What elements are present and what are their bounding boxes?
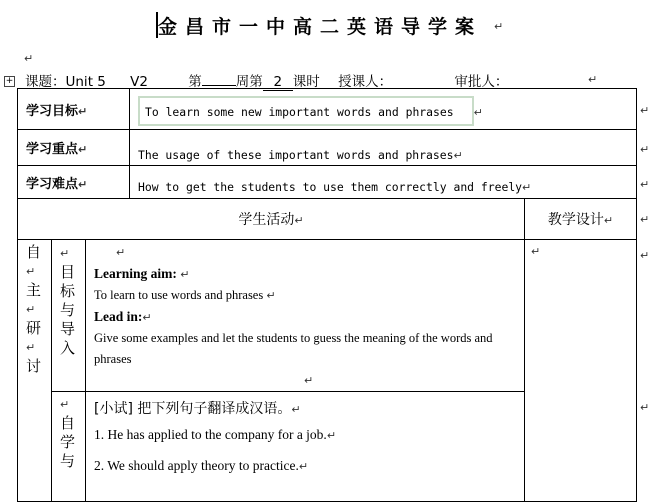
intro-label: ↵ 目 标 与 导 入: [52, 240, 86, 392]
row-content-difficulty[interactable]: How to get the students to use them correctly and freely↵: [130, 166, 637, 199]
row-label-goal: 学习目标↵: [18, 89, 130, 130]
quiz-item: 1. He has applied to the company for a job.: [94, 427, 327, 442]
page-title: 金昌市一中高二英语导学案: [158, 16, 483, 38]
topic-label: 课题：: [25, 74, 66, 90]
row-content-focus[interactable]: The usage of these important words and phrases↵: [130, 130, 637, 166]
row-end-mark: ↵: [640, 178, 650, 191]
paragraph-mark: ↵: [24, 52, 34, 65]
lesson-suffix: 课时: [292, 74, 320, 90]
row-end-mark: ↵: [640, 401, 650, 414]
lesson-plan-table: [17, 88, 637, 502]
practice-label: ↵ 自 学 与: [52, 392, 86, 502]
teacher-label: 授课人：: [338, 74, 393, 90]
lead-text: Give some examples and let the students to guess the meaning of the words and phrases: [94, 331, 493, 366]
intro-content[interactable]: ↵ Learning aim: ↵ To learn to use words and phrases ↵ Lead in:↵ Give some examples and let the students to guess the meaning of the words and phrases ↵: [86, 240, 525, 392]
teaching-design-header: 教学设计↵: [525, 199, 637, 240]
row-end-mark: ↵: [640, 104, 650, 117]
row-end-mark: ↵: [640, 249, 650, 262]
week-suffix: 周第: [235, 74, 263, 90]
reviewer-label: 审批人：: [454, 74, 509, 90]
aim-text: To learn to use words and phrases: [94, 288, 264, 302]
teaching-design-cell[interactable]: ↵: [525, 240, 637, 502]
row-label-difficulty: 学习难点↵: [18, 166, 130, 199]
row-end-mark: ↵: [640, 143, 650, 156]
row-label-focus: 学习重点↵: [18, 130, 130, 166]
student-activity-header: 学生活动↵: [18, 199, 525, 240]
self-study-label: 自 ↵ 主 ↵ 研 ↵ 讨: [18, 240, 52, 502]
quiz-title: [小试] 把下列句子翻译成汉语。: [94, 401, 292, 417]
week-prefix: 第: [188, 74, 202, 90]
row-content-goal[interactable]: To learn some new important words and phrases ↵: [130, 89, 637, 130]
practice-content[interactable]: [小试] 把下列句子翻译成汉语。↵ 1. He has applied to the company for a job.↵ 2. We should apply theory to practice.↵: [86, 392, 525, 502]
aim-heading: Learning aim:: [94, 266, 177, 281]
table-move-handle-icon[interactable]: +: [5, 76, 14, 86]
lesson-value[interactable]: 2: [263, 74, 293, 91]
book-value: V2: [130, 74, 148, 90]
paragraph-mark: ↵: [588, 73, 598, 86]
lead-heading: Lead in:: [94, 309, 143, 324]
row-end-mark: ↵: [640, 213, 650, 226]
paragraph-mark: ↵: [494, 20, 504, 33]
topic-value: Unit 5: [65, 74, 106, 90]
quiz-item: 2. We should apply theory to practice.: [94, 458, 299, 473]
week-value[interactable]: [202, 85, 236, 86]
